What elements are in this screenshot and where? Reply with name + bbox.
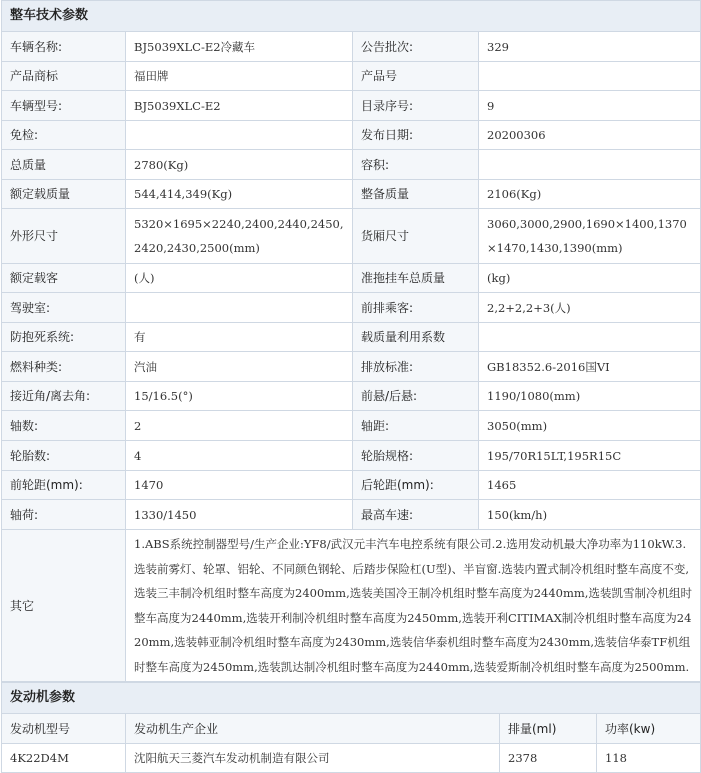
spec-label: 产品商标 [2,62,126,91]
spec-row [2,382,701,411]
spec-value: 2,2+2,2+3(人) [479,293,701,323]
spec-label: 产品号 [353,62,479,91]
spec-value: BJ5039XLC-E2 [126,91,353,121]
spec-value: 3050(mm) [479,411,701,441]
spec-label: 准拖挂车总质量 [353,264,479,293]
spec-value: 2780(Kg) [126,150,353,180]
spec-value: 15/16.5(°) [126,382,353,411]
spec-label: 外形尺寸 [2,209,126,264]
engine-model: 4K22D4M [2,744,126,773]
spec-row [2,180,701,209]
spec-row [2,293,701,323]
spec-row [2,209,701,264]
spec-value [479,323,701,352]
spec-value: 5320×1695×2240,2400,2440,2450,2420,2430,2500(mm) [126,209,353,264]
spec-page [1,0,700,773]
vehicle-section-title: 整车技术参数 [2,1,701,32]
other-row [2,530,701,682]
spec-label: 轴数: [2,411,126,441]
spec-label: 目录序号: [353,91,479,121]
spec-value: 150(km/h) [479,500,701,530]
spec-row [2,121,701,150]
spec-label: 容积: [353,150,479,180]
spec-label: 前排乘客: [353,293,479,323]
spec-value: 9 [479,91,701,121]
engine-header-row [2,714,701,744]
spec-label: 接近角/离去角: [2,382,126,411]
vehicle-section-header [2,1,701,32]
spec-value: 汽油 [126,352,353,382]
engine-header-model: 发动机型号 [2,714,126,744]
spec-label: 燃料种类: [2,352,126,382]
spec-row [2,441,701,471]
spec-label: 前悬/后悬: [353,382,479,411]
spec-value [479,62,701,91]
spec-label: 轮胎规格: [353,441,479,471]
spec-label: 整备质量 [353,180,479,209]
spec-row [2,264,701,293]
spec-row [2,500,701,530]
spec-row [2,352,701,382]
spec-label: 发布日期: [353,121,479,150]
spec-value: (人) [126,264,353,293]
spec-label: 最高车速: [353,500,479,530]
spec-row [2,62,701,91]
spec-row [2,411,701,441]
spec-value: BJ5039XLC-E2冷藏车 [126,32,353,62]
spec-value: 3060,3000,2900,1690×1400,1370×1470,1430,1390(mm) [479,209,701,264]
spec-label: 载质量利用系数 [353,323,479,352]
spec-label: 车辆型号: [2,91,126,121]
spec-label: 轴荷: [2,500,126,530]
spec-value [126,293,353,323]
spec-value: 1190/1080(mm) [479,382,701,411]
spec-value: (kg) [479,264,701,293]
engine-section-header [2,683,701,714]
engine-header-power: 功率(kw) [597,714,701,744]
spec-value: GB18352.6-2016国VI [479,352,701,382]
vehicle-spec-table [1,0,701,682]
spec-value: 329 [479,32,701,62]
spec-label: 排放标准: [353,352,479,382]
spec-label: 轴距: [353,411,479,441]
spec-label: 前轮距(mm): [2,471,126,500]
engine-header-displacement: 排量(ml) [500,714,597,744]
spec-row [2,323,701,352]
spec-row [2,471,701,500]
spec-label: 总质量 [2,150,126,180]
spec-label: 货厢尺寸 [353,209,479,264]
spec-value [479,150,701,180]
spec-value: 1470 [126,471,353,500]
spec-label: 驾驶室: [2,293,126,323]
spec-label: 防抱死系统: [2,323,126,352]
spec-value: 195/70R15LT,195R15C [479,441,701,471]
spec-value: 有 [126,323,353,352]
spec-value: 20200306 [479,121,701,150]
spec-value: 福田牌 [126,62,353,91]
spec-value: 544,414,349(Kg) [126,180,353,209]
engine-spec-table [1,682,701,773]
spec-label: 公告批次: [353,32,479,62]
spec-value: 4 [126,441,353,471]
spec-value [126,121,353,150]
spec-label: 额定载客 [2,264,126,293]
spec-label: 轮胎数: [2,441,126,471]
spec-row [2,91,701,121]
spec-label: 车辆名称: [2,32,126,62]
spec-row [2,32,701,62]
engine-header-maker: 发动机生产企业 [126,714,500,744]
engine-section-title: 发动机参数 [2,683,701,714]
engine-displacement: 2378 [500,744,597,773]
spec-row [2,150,701,180]
engine-maker: 沈阳航天三菱汽车发动机制造有限公司 [126,744,500,773]
spec-value: 2106(Kg) [479,180,701,209]
spec-value: 1465 [479,471,701,500]
other-label: 其它 [2,530,126,682]
engine-power: 118 [597,744,701,773]
spec-label: 后轮距(mm): [353,471,479,500]
other-value: 1.ABS系统控制器型号/生产企业:YF8/武汉元丰汽车电控系统有限公司.2.选用发动机最大净功率为110kW.3.选装前雾灯、轮罩、铝轮、不同颜色钢轮、后踏步保险杠(U型)、半盲窗.选装内置式制冷机组时整车高度不变,选装三丰制冷机组时整车高度为2400mm,选装美国冷王制冷机组时整车高度为2440mm,选装凯雪制冷机组时整车高度为2440mm,选装开利制冷机组时整车高度为2450mm,选装开利CITIMAX制冷机组时整车高度为2420mm,选装韩亚制冷机组时整车高度为2430mm,选装信华泰机组时整车高度为2430mm,选装信华泰TF机组时整车高度为2450mm,选装凯达制冷机组时整车高度为2440mm,选装爱斯制冷机组时整车高度为2500mm. [126,530,701,682]
spec-value: 1330/1450 [126,500,353,530]
spec-value: 2 [126,411,353,441]
spec-label: 额定载质量 [2,180,126,209]
spec-label: 免检: [2,121,126,150]
engine-data-row [2,744,701,773]
